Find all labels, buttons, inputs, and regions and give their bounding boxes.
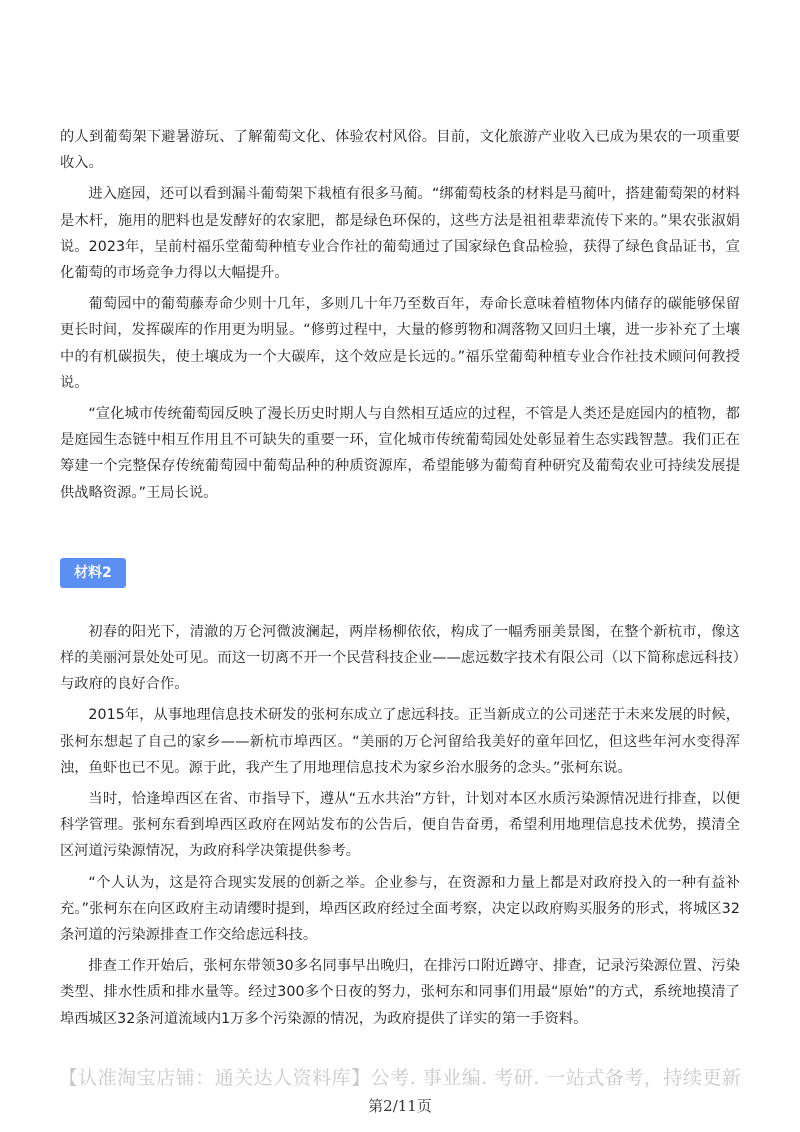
page-number: 第2/11页 [368,1097,432,1115]
paragraph: 排查工作开始后，张柯东带领30多名同事早出晚归，在排污口附近蹲守、排查，记录污染源位置、污染类型、排水性质和排水量等。经过300多个日夜的努力，张柯东和同事们用最“原始”的方式，系统地摸清了埠西城区32条河道流域内1万多个污染源的情况，为政府提供了详实的第一手资料。 [60,958,740,1027]
paragraph: 2015年，从事地理信息技术研发的张柯东成立了虑远科技。正当新成立的公司迷茫于未来发展的时候，张柯东想起了自己的家乡——新杭市埠西区。“美丽的万仑河留给我美好的童年回忆，但这些年河水变得浑浊，鱼虾也已不见。源于此，我产生了用地理信息技术为家乡治水服务的念头。”张柯东说。 [60,707,740,776]
paragraph: 当时，恰逢埠西区在省、市指导下，遵从“五水共治”方针，计划对本区水质污染源情况进行排查，以便科学管理。张柯东看到埠西区政府在网站发布的公告后，便自告奋勇，希望利用地理信息技术优势，摸清全区河道污染源情况，为政府科学决策提供参考。 [60,791,740,860]
section-label-material-2: 材料2 [60,558,126,588]
document-body [60,124,740,1037]
paragraph: “个人认为，这是符合现实发展的创新之举。企业参与，在资源和力量上都是对政府投入的一种有益补充。”张柯东在向区政府主动请缨时提到，埠西区政府经过全面考察，决定以政府购买服务的形式，将城区32条河道的污染源排查工作交给虑远科技。 [60,874,740,944]
paragraph: 的人到葡萄架下避暑游玩、了解葡萄文化、体验农村风俗。目前，文化旅游产业收入已成为果农的一项重要收入。 [60,129,740,172]
paragraph: 初春的阳光下，清澈的万仑河微波澜起，两岸杨柳依依，构成了一幅秀丽美景图，在整个新杭市，像这样的美丽河景处处可见。而这一切离不开一个民营科技企业——虑远数字技术有限公司（以下简称虑远科技）与政府的良好合作。 [60,623,740,693]
paragraph: “宣化城市传统葡萄园反映了漫长历史时期人与自然相互适应的过程，不管是人类还是庭园内的植物，都是庭园生态链中相互作用且不可缺失的重要一环，宣化城市传统葡萄园处处彰显着生态实践智慧。我们正在筹建一个完整保存传统葡萄园中葡萄品种的种质资源库，希望能够为葡萄育种研究及葡萄农业可持续发展提供战略资源。”王局长说。 [60,406,740,501]
paragraph: 葡萄园中的葡萄藤寿命少则十几年，多则几十年乃至数百年，寿命长意味着植物体内储存的碳能够保留更长时间，发挥碳库的作用更为明显。“修剪过程中，大量的修剪物和凋落物又回归土壤，进一步补充了土壤中的有机碳损失，使土壤成为一个大碳库，这个效应是长远的。”福乐堂葡萄种植专业合作社技术顾问何教授说。 [60,296,740,391]
paragraph: 进入庭园，还可以看到漏斗葡萄架下栽植有很多马蔺。“绑葡萄枝条的材料是马蔺叶，搭建葡萄架的材料是木杆，施用的肥料也是发酵好的农家肥，都是绿色环保的，这些方法是祖祖辈辈流传下来的。”果农张淑娟说。2023年，呈前村福乐堂葡萄种植专业合作社的葡萄通过了国家绿色食品检验，获得了绿色食品证书，宣化葡萄的市场竞争力得以大幅提升。 [60,186,740,282]
watermark-text: 【认准淘宝店铺：通关达人资料库】公考. 事业编. 考研. 一站式备考，持续更新 [58,1067,742,1089]
